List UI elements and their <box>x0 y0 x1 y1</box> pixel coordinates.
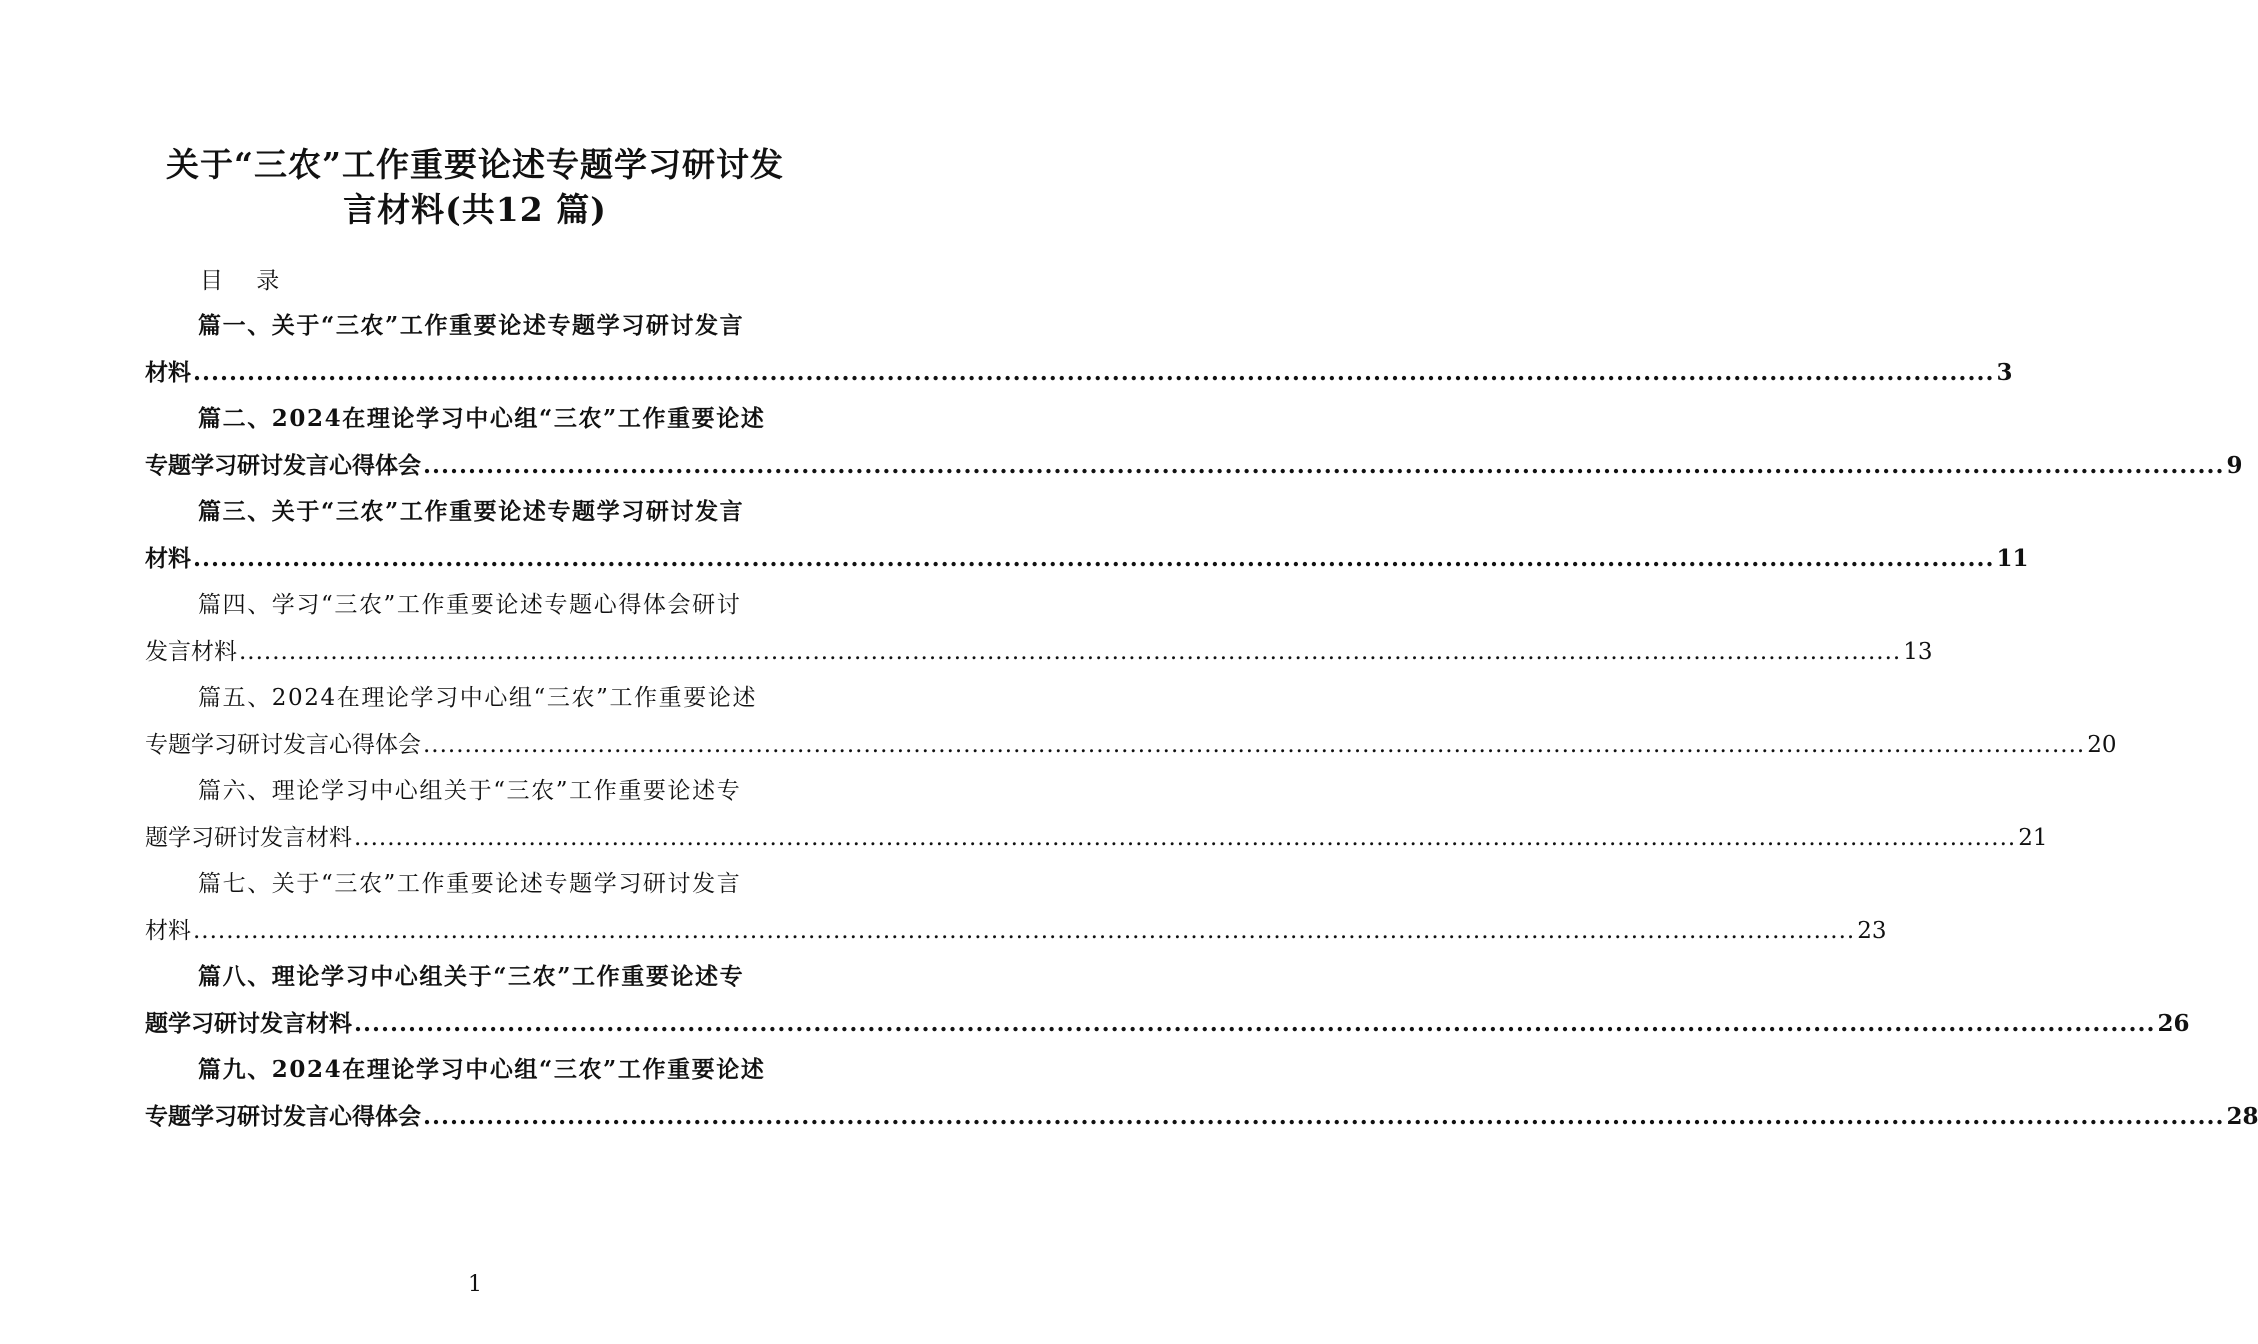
toc-page-number: 11 <box>1996 544 2029 572</box>
toc-page-number: 20 <box>2087 731 2117 758</box>
toc-entry-continuation <box>145 911 1887 951</box>
toc-page-number: 3 <box>1996 358 2013 386</box>
toc-page-number: 21 <box>2018 824 2048 851</box>
toc-dot-leader: ........................................................................................................................................................................................................ <box>193 917 1856 944</box>
toc-entry-title: 篇八、理论学习中心组关于“三农”工作重要论述专 <box>198 963 745 990</box>
toc-entry-continuation <box>145 632 1933 672</box>
toc-entry-continuation <box>145 1004 2190 1044</box>
toc-page-number: 23 <box>1857 917 1887 944</box>
toc-page-number: 9 <box>2226 451 2243 479</box>
toc-dot-leader: ........................................................................................................................................................................................................ <box>193 358 1995 386</box>
toc-dot-leader: ........................................................................................................................................................................................................ <box>193 544 1995 572</box>
toc-dot-leader: ........................................................................................................................................................................................................ <box>423 451 2225 479</box>
toc-entry-continuation <box>145 1097 2258 1137</box>
toc-page-number: 26 <box>2157 1009 2190 1037</box>
toc-entry-title-end: 材料 <box>145 544 191 572</box>
toc-dot-leader: ........................................................................................................................................................................................................ <box>423 1102 2225 1130</box>
toc-entry-title-end: 题学习研讨发言材料 <box>145 1009 352 1037</box>
toc-page-number: 13 <box>1903 638 1933 665</box>
toc-entry-title: 篇五、2024在理论学习中心组“三农”工作重要论述 <box>198 685 758 711</box>
toc-entry-continuation <box>145 353 2013 393</box>
toc-dot-leader: ........................................................................................................................................................................................................ <box>423 731 2086 758</box>
toc-entry-title-end: 题学习研讨发言材料 <box>145 824 352 851</box>
toc-entry-continuation <box>145 818 2048 858</box>
page-number: 1 <box>468 1272 482 1297</box>
toc-entry-continuation <box>145 539 2029 579</box>
toc-entry-title-end: 专题学习研讨发言心得体会 <box>145 451 421 479</box>
toc-dot-leader: ........................................................................................................................................................................................................ <box>354 824 2017 851</box>
toc-entry-title-end: 发言材料 <box>145 638 237 665</box>
toc-entry-title: 篇一、关于“三农”工作重要论述专题学习研讨发言 <box>198 312 745 339</box>
toc-entry-title: 篇九、2024在理论学习中心组“三农”工作重要论述 <box>198 1056 766 1083</box>
toc-dot-leader: ........................................................................................................................................................................................................ <box>239 638 1902 665</box>
toc-page-number: 28 <box>2226 1102 2258 1130</box>
toc-heading: 目 录 <box>200 268 280 294</box>
toc-entry-title: 篇二、2024在理论学习中心组“三农”工作重要论述 <box>198 405 766 432</box>
document-title-line-2: 言材料(共12 篇) <box>343 190 607 229</box>
toc-entry-title-end: 材料 <box>145 917 191 944</box>
toc-entry-title: 篇四、学习“三农”工作重要论述专题心得体会研讨 <box>198 592 742 618</box>
toc-entry-title-end: 专题学习研讨发言心得体会 <box>145 1102 421 1130</box>
toc-entry-title: 篇七、关于“三农”工作重要论述专题学习研讨发言 <box>198 871 742 897</box>
toc-entry-title: 篇六、理论学习中心组关于“三农”工作重要论述专 <box>198 778 742 804</box>
toc-entry-title: 篇三、关于“三农”工作重要论述专题学习研讨发言 <box>198 498 745 525</box>
toc-entry-title-end: 专题学习研讨发言心得体会 <box>145 731 421 758</box>
document-title-line-1: 关于“三农”工作重要论述专题学习研讨发 <box>166 145 784 184</box>
toc-entry-continuation <box>145 725 2117 765</box>
toc-entry-title-end: 材料 <box>145 358 191 386</box>
toc-entry-continuation <box>145 446 2243 486</box>
toc-dot-leader: ........................................................................................................................................................................................................ <box>354 1009 2156 1037</box>
